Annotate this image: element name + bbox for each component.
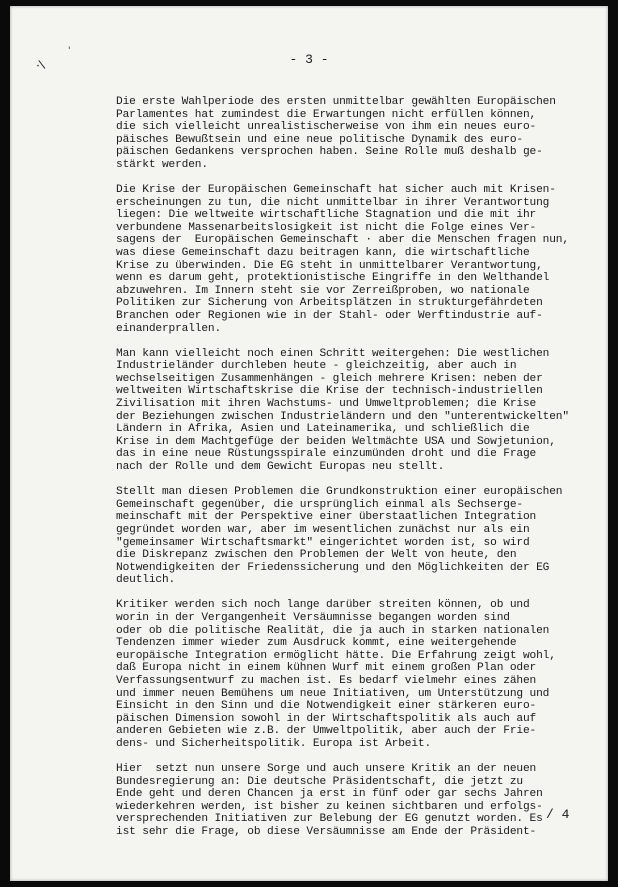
text-line: Ende geht und deren Chancen ja erst in fünf oder gar sechs Jahren bbox=[116, 788, 543, 801]
text-line: Kritiker werden sich noch lange darüber streiten können, ob und bbox=[116, 599, 530, 612]
text-line: liegen: Die weltweite wirtschaftliche Stagnation und die mit ihr bbox=[116, 209, 537, 222]
paragraph bbox=[116, 184, 586, 335]
text-line: oder ob die politische Realität, die ja auch in starken nationalen bbox=[116, 624, 550, 637]
text-line: Zivilisation mit ihren Wachstums- und Umweltproblemen; die Krise bbox=[116, 398, 537, 411]
text-line: Gemeinschaft gegenüber, die ursprünglich einmal als Sechserge- bbox=[116, 498, 523, 511]
page-number: - 3 - bbox=[289, 52, 329, 67]
text-line: Man kann vielleicht noch einen Schritt weitergehen: Die westlichen bbox=[116, 347, 550, 360]
text-line: Notwendigkeiten der Friedenssicherung und den Möglichkeiten der EG bbox=[116, 561, 550, 574]
text-line: dens- und Sicherheitspolitik. Europa ist Arbeit. bbox=[116, 737, 432, 750]
text-line: Einsicht in den Sinn und die Notwendigkeit einer stärkeren euro- bbox=[116, 700, 537, 713]
text-line: "gemeinsamer Wirtschaftsmarkt" eingerichtet worden ist, so wird bbox=[116, 536, 530, 549]
text-line: stärkt werden. bbox=[116, 158, 208, 171]
text-line: was diese Gemeinschaft dazu beitragen kann, die wirtschaftliche bbox=[116, 247, 530, 260]
paragraph bbox=[116, 763, 586, 839]
text-line: sagens der Europäischen Gemeinschaft · aber die Menschen fragen nun, bbox=[116, 234, 569, 247]
text-line: daß Europa nicht in einem kühnen Wurf mit einem großen Plan oder bbox=[116, 662, 537, 675]
text-line: Die erste Wahlperiode des ersten unmittelbar gewählten Europäischen bbox=[116, 96, 556, 108]
text-line: Tendenzen immer wieder zum Ausdruck kommt, eine weitergehende bbox=[116, 637, 517, 650]
paragraph bbox=[116, 348, 586, 474]
text-line: Politiken zur Sicherung von Arbeitsplätzen in strukturgefährdeten bbox=[116, 297, 543, 310]
text-line: päischen Dimension sowohl in der Wirtschaftspolitik als auch auf bbox=[116, 712, 537, 725]
text-line: abzuwehren. Im Innern steht sie vor Zerreißproben, wo nationale bbox=[116, 284, 530, 297]
text-line: ist sehr die Frage, ob diese Versäumnisse am Ende der Präsident- bbox=[116, 825, 537, 838]
text-line: der Beziehungen zwischen Industrieländern und den "unterentwickelten" bbox=[116, 410, 569, 423]
text-line: gegründet worden war, aber im wesentlichen zunächst nur als ein bbox=[116, 523, 530, 536]
pen-mark: ·\ bbox=[33, 57, 47, 73]
text-line: nach der Rolle und dem Gewicht Europas neu stellt. bbox=[116, 461, 445, 474]
text-line: wiederkehren werden, ist bisher zu keinen sichtbaren und erfolgs- bbox=[116, 800, 543, 813]
continuation-marker: / 4 bbox=[546, 807, 570, 822]
text-line: Krise zu überwinden. Die EG steht in unmittelbarer Verantwortung, bbox=[116, 259, 543, 272]
text-line: anderen Gebieten wie z.B. der Umweltpolitik, aber auch der Frie- bbox=[116, 725, 537, 738]
paragraph bbox=[116, 599, 586, 750]
text-line: Branchen oder Regionen wie in der Stahl- oder Werftindustrie auf- bbox=[116, 310, 543, 322]
text-line: wechselseitigen Zusammenhängen - gleich mehrere Krisen: neben der bbox=[116, 372, 543, 385]
paragraph bbox=[116, 486, 586, 587]
text-line: wenn es darum geht, protektionistische Eingriffe in den Welthandel bbox=[116, 272, 550, 285]
pen-dot: ' bbox=[68, 46, 71, 56]
text-line: weltweiten Wirtschaftskrise die Krise der technisch-industriellen bbox=[116, 385, 543, 398]
text-line: Parlamentes hat zumindest die Erwartungen nicht erfüllen können, bbox=[116, 108, 537, 121]
text-line: Hier setzt nun unsere Sorge und auch unsere Kritik an der neuen bbox=[116, 763, 537, 775]
text-line: die Diskrepanz zwischen den Problemen der Welt von heute, den bbox=[116, 549, 517, 562]
text-line: Bundesregierung an: Die deutsche Präsidentschaft, die jetzt zu bbox=[116, 775, 523, 788]
body-text bbox=[116, 96, 586, 851]
text-line: Stellt man diesen Problemen die Grundkonstruktion einer europäischen bbox=[116, 486, 563, 499]
text-line: europäische Integration ermöglicht hätte. Die Erfahrung zeigt wohl, bbox=[116, 649, 556, 662]
text-line: Verfassungsentwurf zu machen ist. Es bedarf vielmehr eines zähen bbox=[116, 674, 537, 687]
text-line: worin in der Vergangenheit Versäumnisse begangen worden sind bbox=[116, 611, 510, 624]
text-line: verbundene Massenarbeitslosigkeit ist nicht die Folge eines Ver- bbox=[116, 221, 537, 234]
text-line: Industrieländer durchleben heute - gleichzeitig, aber auch in bbox=[116, 360, 517, 373]
text-line: päisches Bewußtsein und eine neue politische Dynamik des euro- bbox=[116, 133, 523, 146]
text-line: päischen Gedankens versprochen haben. Seine Rolle muß deshalb ge- bbox=[116, 146, 543, 159]
text-line: meinschaft mit der Perspektive einer überstaatlichen Integration bbox=[116, 511, 537, 524]
text-line: erscheinungen zu tun, die nicht unmittelbar in ihrer Verantwortung bbox=[116, 196, 550, 209]
text-line: einanderprallen. bbox=[116, 322, 222, 335]
text-line: Die Krise der Europäischen Gemeinschaft hat sicher auch mit Krisen- bbox=[116, 184, 556, 197]
text-line: versprechenden Initiativen zur Belebung der EG genutzt worden. Es bbox=[116, 813, 543, 826]
paragraph bbox=[116, 96, 586, 172]
text-line: Ländern in Afrika, Asien und Lateinamerika, und schließlich die bbox=[116, 423, 530, 436]
document-page bbox=[10, 6, 608, 881]
text-line: und immer neuen Bemühens um neue Initiativen, um Unterstützung und bbox=[116, 687, 550, 700]
text-line: das in eine neue Rüstungsspirale einzumünden droht und die Frage bbox=[116, 448, 537, 461]
text-line: die sich vielleicht unrealistischerweise von ihm ein neues euro- bbox=[116, 121, 537, 134]
text-line: Krise in dem Machtgefüge der beiden Weltmächte USA und Sowjetunion, bbox=[116, 435, 556, 448]
text-line: deutlich. bbox=[116, 574, 176, 587]
